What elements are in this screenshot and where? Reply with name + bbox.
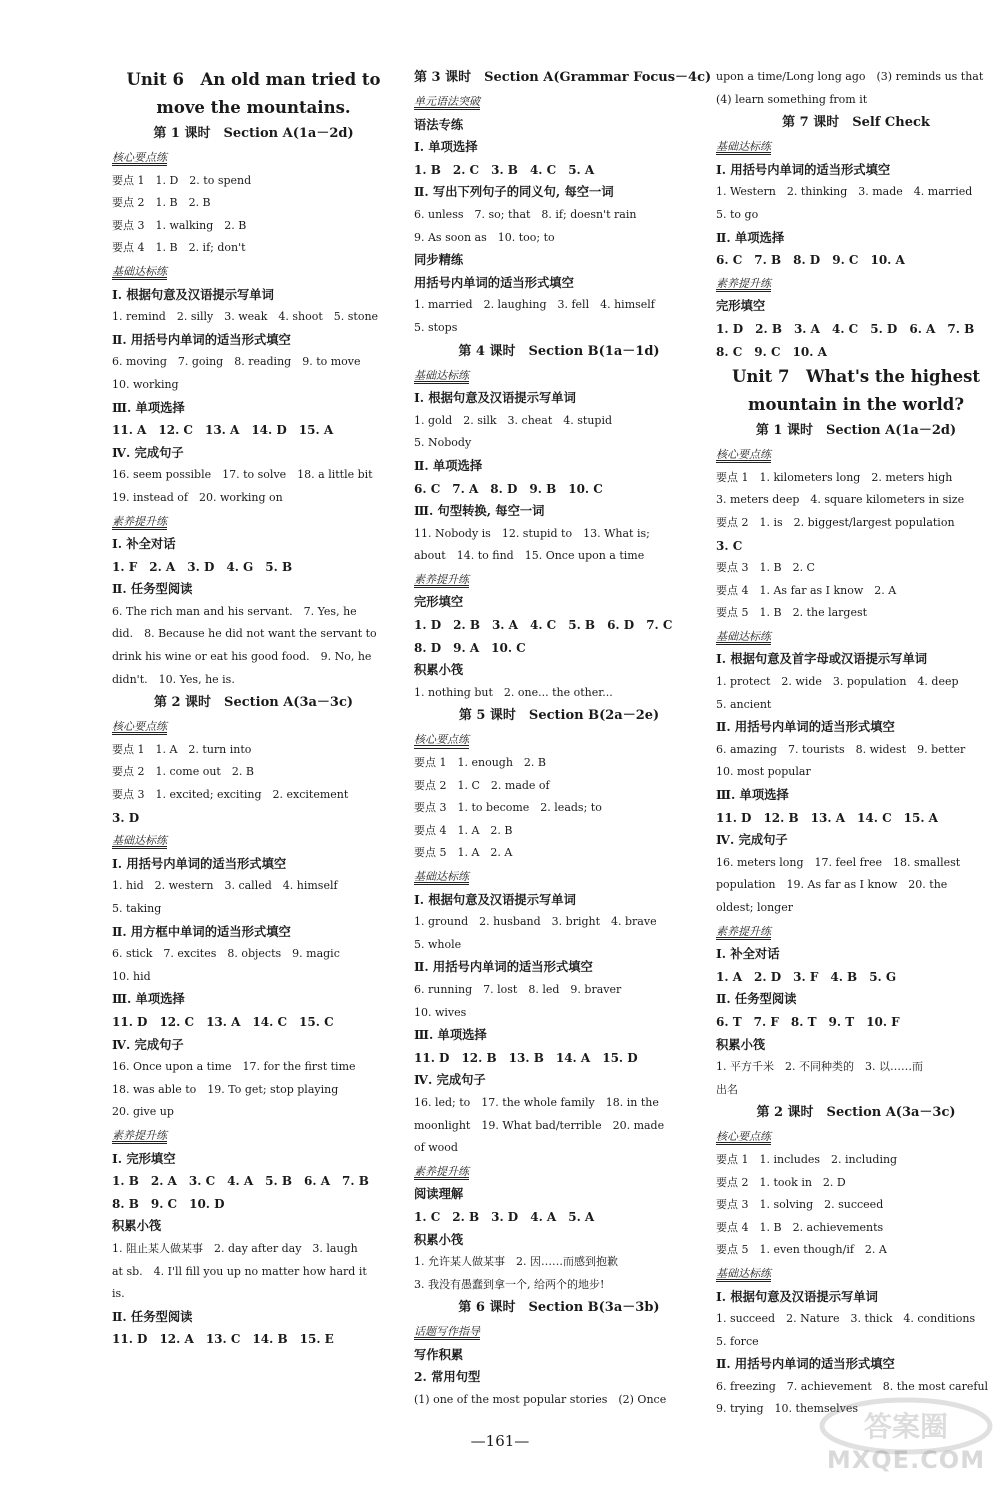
exercise-heading: Ⅱ. 用括号内单词的适当形式填空 [414, 959, 593, 975]
exercise-heading: Ⅰ. 补全对话 [716, 946, 780, 962]
answer-line: 要点 3 1. excited; exciting 2. excitement [112, 788, 349, 802]
exercise-heading: Ⅱ. 任务型阅读 [716, 991, 797, 1007]
answer-line: 5. force [716, 1334, 759, 1348]
answer-line-bold: 8. C 9. C 10. A [716, 344, 827, 359]
section-label [414, 364, 704, 388]
answer-line: 10. working [112, 377, 179, 391]
section-label [414, 90, 704, 114]
answer-line-bold: 6. C 7. B 8. D 9. C 10. A [716, 253, 905, 268]
section-label-text: 基础达标练 [414, 870, 469, 883]
answer-line: 16. Once upon a time 17. for the first time [112, 1060, 356, 1074]
answer-line: 9. As soon as 10. too; to [414, 230, 555, 244]
answer-line: 要点 3 1. to become 2. leads; to [414, 801, 602, 815]
lesson-heading: 第 1 课时 Section A(1a－2d) [755, 423, 957, 439]
lesson-heading: 第 5 课时 Section B(2a－2e) [458, 708, 660, 724]
exercise-heading: Ⅲ. 单项选择 [112, 399, 185, 415]
section-label [716, 272, 996, 296]
answer-line: 6. unless 7. so; that 8. if; doesn't rain [414, 207, 637, 221]
answer-line: 1. succeed 2. Nature 3. thick 4. conditions [716, 1312, 976, 1326]
answer-line: 6. running 7. lost 8. led 9. braver [414, 982, 622, 996]
section-label-text: 核心要点练 [112, 720, 167, 734]
lesson-heading: 第 2 课时 Section A(3a－3c) [153, 695, 354, 711]
answer-line: 要点 4 1. B 2. if; don't [112, 241, 246, 255]
answer-line: 3. meters deep 4. square kilometers in size [716, 493, 965, 507]
answer-line: 要点 4 1. A 2. B [414, 823, 513, 837]
watermark-logo [818, 1396, 994, 1482]
unit-title: mountain in the world? [747, 395, 965, 415]
answer-line: 要点 2 1. C 2. made of [414, 778, 550, 792]
section-label [112, 260, 395, 284]
exercise-heading: Ⅱ. 写出下列句子的同义句, 每空一词 [414, 184, 614, 200]
answer-line: 出名 [716, 1082, 738, 1096]
exercise-heading: Ⅲ. 单项选择 [112, 991, 185, 1007]
answer-line-bold: 11. D 12. B 13. B 14. A 15. D [414, 1050, 638, 1065]
exercise-heading: Ⅲ. 单项选择 [716, 787, 789, 803]
lesson-heading: 第 6 课时 Section B(3a－3b) [458, 1300, 660, 1316]
answer-line: 1. Western 2. thinking 3. made 4. married [716, 185, 973, 199]
answer-line: 6. The rich man and his servant. 7. Yes, he [112, 604, 357, 618]
exercise-heading: 阅读理解 [414, 1186, 464, 1202]
answer-line: 10. hid [112, 969, 151, 983]
section-label [716, 135, 996, 159]
answer-line-bold: 1. C 2. B 3. D 4. A 5. A [414, 1209, 595, 1224]
answer-line: 10. most popular [716, 765, 811, 779]
section-label-text: 素养提升练 [414, 1164, 469, 1178]
answer-line: 5. ancient [716, 697, 772, 711]
answer-line: 要点 2 1. is 2. biggest/largest population [716, 515, 955, 529]
exercise-heading: Ⅰ. 用括号内单词的适当形式填空 [716, 161, 891, 177]
answer-line: 16. led; to 17. the whole family 18. in the [414, 1095, 659, 1109]
answer-line: at sb. 4. I'll fill you up no matter how hard it [112, 1264, 367, 1278]
exercise-heading: 语法专练 [414, 116, 464, 132]
answer-line: 要点 1 1. enough 2. B [414, 756, 546, 770]
answer-line: 5. Nobody [414, 436, 472, 450]
page-number: —161— [470, 1432, 530, 1450]
answer-line-bold: 1. D 2. B 3. A 4. C 5. D 6. A 7. B [716, 321, 975, 336]
section-label-text: 素养提升练 [716, 276, 771, 290]
answer-line: 16. seem possible 17. to solve 18. a little bit [112, 468, 373, 482]
lesson-heading: 第 3 课时 Section A(Grammar Focus－4c) [414, 70, 712, 85]
section-label [112, 146, 395, 170]
answer-line: 6. moving 7. going 8. reading 9. to move [112, 355, 361, 369]
answer-line: 5. taking [112, 902, 162, 915]
watermark-url: MXQE.COM [826, 1446, 986, 1474]
section-label [414, 865, 704, 889]
answer-line: 要点 5 1. A 2. A [414, 846, 513, 860]
unit-title: Unit 6 An old man tried to [126, 70, 381, 89]
section-label-text: 核心要点练 [112, 151, 167, 164]
section-label [716, 443, 996, 467]
answer-line: 5. whole [414, 937, 462, 951]
answer-line: didn't. 10. Yes, he is. [112, 672, 235, 686]
answer-line: 6. freezing 7. achievement 8. the most careful [716, 1379, 989, 1393]
lesson-heading: 第 2 课时 Section A(3a－3c) [756, 1105, 956, 1121]
answer-line: 6. stick 7. excites 8. objects 9. magic [112, 947, 340, 961]
answer-line-bold: 6. C 7. A 8. D 9. B 10. C [414, 481, 603, 496]
exercise-heading: Ⅳ. 完成句子 [112, 444, 184, 460]
answer-line-bold: 8. D 9. A 10. C [414, 640, 526, 655]
section-label-text: 素养提升练 [112, 514, 167, 528]
exercise-heading: 写作积累 [414, 1346, 464, 1362]
answer-line: drink his wine or eat his good food. 9. No, he [112, 650, 372, 664]
section-label [112, 829, 395, 853]
section-label [716, 1262, 996, 1286]
exercise-heading: Ⅰ. 完形填空 [112, 1150, 176, 1166]
section-label-text: 基础达标练 [112, 264, 167, 278]
answer-line-bold: 1. B 2. C 3. B 4. C 5. A [414, 162, 595, 177]
answer-line-bold: 11. A 12. C 13. A 14. D 15. A [112, 423, 334, 438]
answer-line: 要点 1 1. D 2. to spend [112, 173, 252, 187]
section-label [414, 1160, 704, 1184]
section-label [716, 625, 996, 649]
answer-column-middle [414, 66, 712, 1412]
section-label-text: 基础达标练 [716, 629, 771, 643]
answer-line-bold: 1. F 2. A 3. D 4. G 5. B [112, 559, 293, 574]
exercise-heading: 完形填空 [414, 594, 464, 610]
answer-line-bold: 8. B 9. C 10. D [112, 1196, 225, 1211]
answer-line: 要点 1 1. includes 2. including [716, 1152, 898, 1166]
exercise-heading: 用括号内单词的适当形式填空 [414, 274, 574, 290]
answer-line: 5. to go [716, 207, 759, 221]
answer-line: 要点 2 1. come out 2. B [112, 765, 254, 779]
answer-line: 要点 1 1. A 2. turn into [112, 742, 252, 756]
answer-line: 要点 2 1. B 2. B [112, 196, 211, 210]
answer-line: 1. married 2. laughing 3. fell 4. himself [414, 298, 655, 312]
answer-line: 3. 我没有愚蠢到拿一个, 给两个的地步! [414, 1277, 605, 1291]
answer-line: 要点 3 1. B 2. C [716, 561, 815, 575]
exercise-heading: Ⅳ. 完成句子 [112, 1036, 184, 1052]
answer-line: 11. Nobody is 12. stupid to 13. What is; [414, 526, 650, 540]
exercise-heading: Ⅲ. 句型转换, 每空一词 [414, 503, 545, 519]
exercise-heading: Ⅱ. 单项选择 [414, 457, 483, 473]
answer-line: 20. give up [112, 1105, 174, 1119]
answer-line: 要点 3 1. walking 2. B [112, 218, 247, 232]
lesson-heading: 第 4 课时 Section B(1a－1d) [458, 343, 660, 359]
answer-line: moonlight 19. What bad/terrible 20. made [414, 1118, 665, 1132]
section-label-text: 核心要点练 [414, 733, 469, 747]
answer-line: 10. wives [414, 1005, 467, 1019]
answer-line: 16. meters long 17. feel free 18. smallest [716, 855, 961, 869]
answer-line: 1. hid 2. western 3. called 4. himself [112, 879, 338, 893]
answer-line: 1. 允许某人做某事 2. 因……而感到抱歉 [414, 1255, 618, 1269]
answer-line: 1. ground 2. husband 3. bright 4. brave [414, 915, 657, 929]
answer-line: of wood [414, 1141, 458, 1155]
exercise-heading: Ⅱ. 用括号内单词的适当形式填空 [716, 719, 895, 735]
answer-line: 1. 平方千米 2. 不同种类的 3. 以……而 [716, 1060, 923, 1074]
section-label [716, 920, 996, 944]
answer-line-bold: 3. D [112, 810, 140, 825]
exercise-heading: Ⅰ. 根据句意及首字母或汉语提示写单词 [716, 651, 928, 667]
answer-line: (4) learn something from it [716, 92, 868, 106]
answer-line-bold: 1. A 2. D 3. F 4. B 5. G [716, 969, 897, 984]
exercise-heading: Ⅰ. 补全对话 [112, 536, 176, 552]
section-label-text: 基础达标练 [414, 368, 469, 382]
section-label-text: 基础达标练 [112, 834, 167, 848]
lesson-heading: 第 1 课时 Section A(1a－2d) [153, 126, 354, 141]
exercise-heading: Ⅱ. 用括号内单词的适当形式填空 [716, 1356, 895, 1372]
answer-line: 6. amazing 7. tourists 8. widest 9. better [716, 742, 966, 756]
exercise-heading: Ⅱ. 用括号内单词的适当形式填空 [112, 331, 291, 347]
answer-line-bold: 1. D 2. B 3. A 4. C 5. B 6. D 7. C [414, 618, 673, 633]
answer-line: 1. remind 2. silly 3. weak 4. shoot 5. stone [112, 310, 379, 324]
answer-line-bold: 6. T 7. F 8. T 9. T 10. F [716, 1014, 900, 1029]
section-label-text: 核心要点练 [716, 1130, 771, 1144]
answer-line: 18. was able to 19. To get; stop playing [112, 1082, 339, 1096]
section-label [112, 510, 395, 534]
answer-line-bold: 3. C [716, 538, 743, 553]
unit-title: move the mountains. [156, 98, 351, 117]
answer-line: (1) one of the most popular stories (2) Once [414, 1393, 667, 1407]
answer-line: upon a time/Long long ago (3) reminds us that [716, 70, 984, 83]
answer-line-bold: 11. D 12. C 13. A 14. C 15. C [112, 1014, 334, 1029]
exercise-heading: 积累小筏 [716, 1036, 766, 1052]
exercise-heading: Ⅰ. 根据句意及汉语提示写单词 [112, 286, 274, 302]
exercise-heading: Ⅲ. 单项选择 [414, 1027, 487, 1043]
section-label [112, 1124, 395, 1148]
exercise-heading: 积累小筏 [414, 1231, 464, 1247]
section-label [112, 715, 395, 739]
section-label [414, 568, 704, 592]
answer-line: 1. 阻止某人做某事 2. day after day 3. laugh [112, 1241, 358, 1255]
exercise-heading: Ⅰ. 根据句意及汉语提示写单词 [414, 390, 576, 406]
section-label [716, 1125, 996, 1149]
answer-line: 要点 1 1. kilometers long 2. meters high [716, 470, 953, 484]
answer-line-bold: 11. D 12. B 13. A 14. C 15. A [716, 810, 938, 825]
answer-line: 要点 2 1. took in 2. D [716, 1175, 846, 1189]
section-label-text: 素养提升练 [716, 924, 771, 938]
exercise-heading: Ⅳ. 完成句子 [716, 832, 788, 848]
exercise-heading: Ⅰ. 单项选择 [414, 139, 478, 155]
lesson-heading: 第 7 课时 Self Check [782, 115, 930, 131]
section-label-text: 核心要点练 [716, 448, 771, 462]
answer-line: 要点 3 1. solving 2. succeed [716, 1198, 884, 1212]
exercise-heading: Ⅱ. 任务型阅读 [112, 581, 193, 597]
exercise-heading: 积累小筏 [414, 662, 464, 678]
exercise-heading: 完形填空 [716, 298, 766, 314]
answer-line-bold: 1. B 2. A 3. C 4. A 5. B 6. A 7. B [112, 1174, 369, 1189]
exercise-heading: Ⅱ. 任务型阅读 [112, 1308, 193, 1324]
answer-column-right [716, 66, 996, 1421]
answer-line: 1. protect 2. wide 3. population 4. deep [716, 675, 959, 689]
answer-line: did. 8. Because he did not want the servant to [112, 627, 377, 641]
answer-line: population 19. As far as I know 20. the [716, 878, 948, 892]
answer-line: 9. trying 10. themselves [716, 1402, 859, 1416]
answer-line: is. [112, 1287, 125, 1301]
section-label-text: 素养提升练 [112, 1128, 167, 1142]
answer-line: 要点 4 1. As far as I know 2. A [716, 583, 897, 597]
section-label-text: 单元语法突破 [414, 95, 480, 108]
answer-column-left [112, 66, 395, 1351]
answer-line: 1. nothing but 2. one... the other... [414, 685, 613, 699]
section-label [414, 728, 704, 752]
answer-line: about 14. to find 15. Once upon a time [414, 549, 645, 563]
section-label-text: 基础达标练 [716, 140, 771, 154]
exercise-heading: 积累小筏 [112, 1218, 162, 1234]
exercise-heading: Ⅳ. 完成句子 [414, 1072, 486, 1088]
unit-title: Unit 7 What's the highest [732, 367, 980, 387]
answer-line-bold: 11. D 12. A 13. C 14. B 15. E [112, 1332, 334, 1347]
exercise-heading: Ⅱ. 用方框中单词的适当形式填空 [112, 923, 291, 939]
exercise-heading: Ⅰ. 根据句意及汉语提示写单词 [414, 891, 576, 907]
exercise-heading: Ⅰ. 用括号内单词的适当形式填空 [112, 855, 287, 871]
section-label-text: 话题写作指导 [414, 1325, 480, 1339]
section-label [414, 1320, 704, 1344]
watermark-top-text: 答案圈 [863, 1410, 949, 1443]
exercise-heading: Ⅱ. 单项选择 [716, 229, 785, 245]
exercise-heading: 同步精练 [414, 252, 464, 268]
exercise-heading: Ⅰ. 根据句意及汉语提示写单词 [716, 1288, 878, 1304]
answer-line: 19. instead of 20. working on [112, 490, 283, 504]
section-label-text: 素养提升练 [414, 572, 469, 586]
answer-line: 1. gold 2. silk 3. cheat 4. stupid [414, 413, 613, 427]
answer-line: 要点 4 1. B 2. achievements [716, 1220, 884, 1234]
answer-line: oldest; longer [716, 901, 793, 914]
section-label-text: 基础达标练 [716, 1266, 771, 1280]
answer-line: 要点 5 1. even though/if 2. A [716, 1243, 887, 1257]
exercise-heading: 2. 常用句型 [414, 1369, 481, 1385]
answer-line: 要点 5 1. B 2. the largest [716, 606, 868, 620]
answer-line: 5. stops [414, 320, 458, 334]
